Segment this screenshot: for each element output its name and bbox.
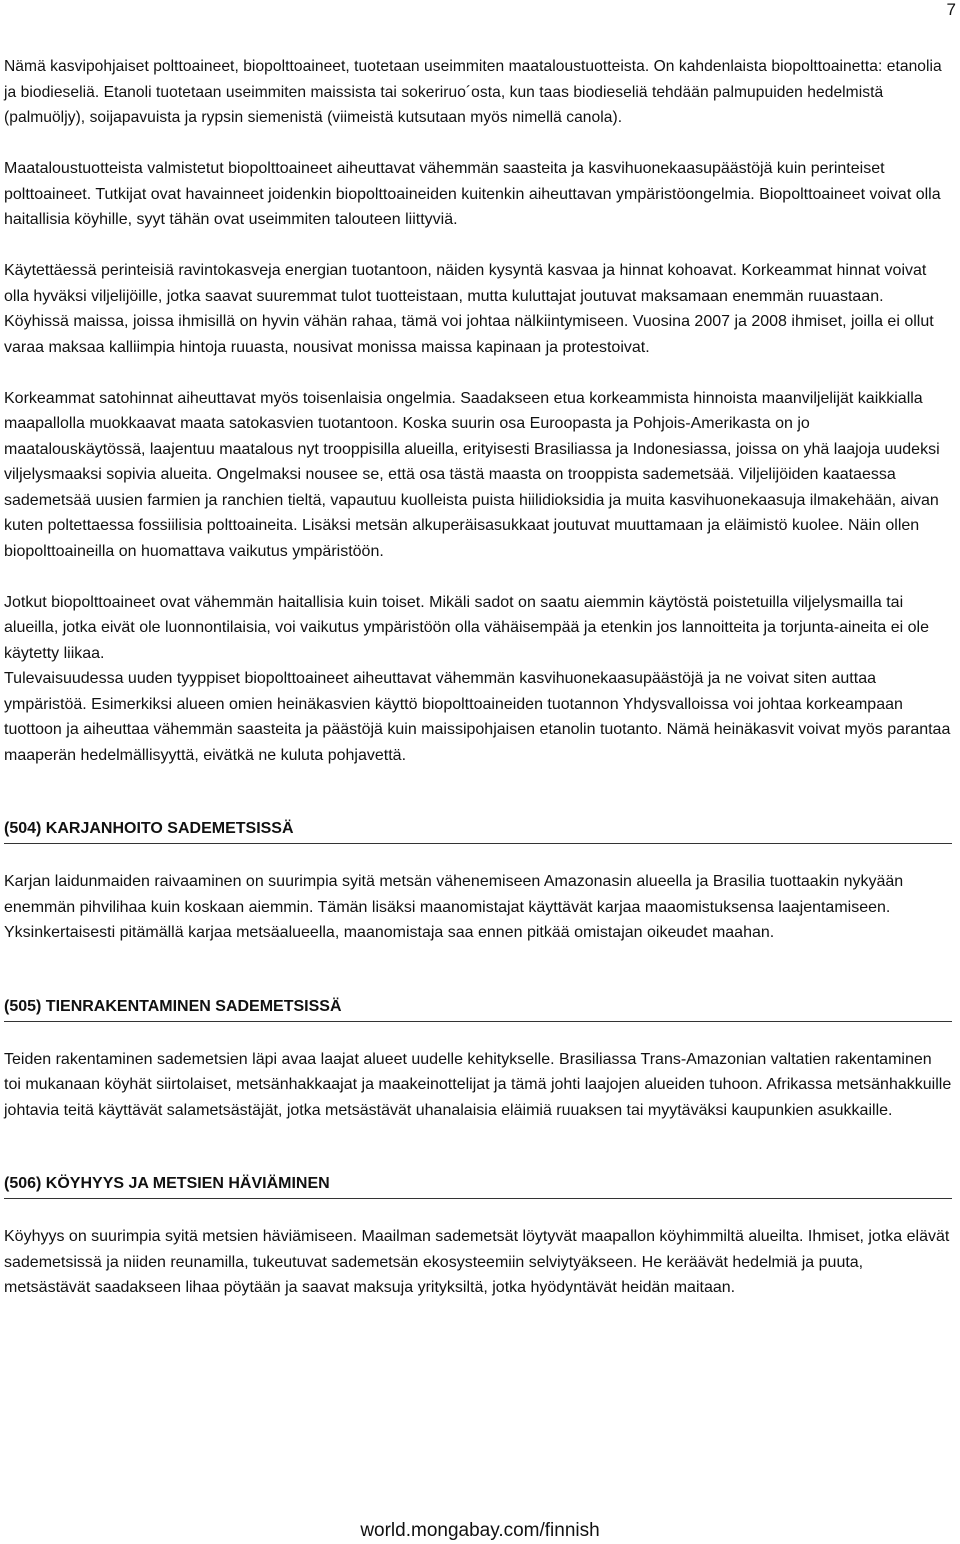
section-text-504: Karjan laidunmaiden raivaaminen on suurimpia syitä metsän vähenemiseen Amazonasin alueella ja Brasilia tuottaakin nykyään enemmän pihvilihaa kuin koskaan aiemmin. Tämän lisäksi maanomistajat käyttävät karjaa maaomistuksensa laajentamiseen. Yksinkertaisesti pitämällä karjaa metsäalueella, maanomistaja saa ennen pitkää omistajan oikeudet maahan. (4, 873, 904, 941)
section-text-506: Köyhyys on suurimpia syitä metsien häviämiseen. Maailman sademetsät löytyvät maapallon köyhimmiltä alueilta. Ihmiset, jotka elävät sademetsissä ja niiden reunamilla, tukeutuvat sademetsän ekosysteemiin selviytyäkseen. He keräävät hedelmiä ja puuta, metsästävät saadakseen lihaa pöytään ja saavat maksuja yrityksiltä, jotka hyödyntävät heidän maitaan. (4, 1228, 950, 1296)
section-text-505: Teiden rakentaminen sademetsien läpi avaa laajat alueet uudelle kehitykselle. Brasiliassa Trans-Amazonian valtatien rakentaminen toi mukanaan köyhät siirtolaiset, metsänhakkaajat ja maakeinottelijat ja tämä johti laajojen alueiden tuhoon. Afrikassa metsänhakkuille johtavia teitä käyttävät salametsästäjät, jotka metsästävät uhanalaisia eläimiä ruuaksen tai myytäväksi kaupunkien asukkaille. (4, 1050, 952, 1119)
paragraph-food-prices: Käytettäessä perinteisiä ravintokasveja energian tuotantoon, näiden kysyntä kasvaa ja hinnat kohoavat. Korkeammat hinnat voivat olla hyväksi viljelijöille, jotka saavat suuremmat tulot tuotteistaan, mutta kuluttajat joutuvat maksamaan enemmän ruuastaan. Köyhissä maissa, joissa ihmisillä on hyvin vähän rahaa, tämä voi johtaa nälkiintymiseen. Vuosina 2007 ja 2008 ihmiset, joilla ei ollut varaa maksaa kalliimpia hintoja ruuasta, nousivat monissa maissa kapinaan ja protestoivat. (4, 262, 934, 356)
footer-url: world.mongabay.com/finnish (360, 1520, 600, 1541)
paragraph-biofuels-intro: Nämä kasvipohjaiset polttoaineet, biopolttoaineet, tuotetaan useimmiten maataloustuotteista. On kahdenlaista biopolttoainetta: etanolia ja biodieseliä. Etanoli tuotetaan useimmiten maissista tai sokeriruo´osta, kun taas biodieseliä tehdään palmupuiden hedelmistä (palmuöljy), soijapavuista ja rypsin siemenistä (viimeistä kutsutaan myös nimellä canola). (4, 58, 942, 126)
document-body (4, 54, 952, 1301)
section-heading-504: (504) KARJANHOITO SADEMETSISSÄ (4, 817, 952, 844)
paragraph-future-biofuels: Tulevaisuudessa uuden tyyppiset biopolttoaineet aiheuttavat vähemmän kasvihuonekaasupäästöjä ja ne voivat siten auttaa ympäristöä. Esimerkiksi alueen omien heinäkasvien käyttö biopolttoaineiden tuotannon Yhdysvalloissa voi johtaa korkeampaan tuottoon ja aiheuttaa vähemmän saasteita ja päästöjä kuin maissipohjaisen etanolin tuotanto. Nämä heinäkasvit voivat myös parantaa maaperän hedelmällisyyttä, eivätkä ne kuluta pohjavettä. (4, 670, 951, 764)
paragraph-less-harmful: Jotkut biopolttoaineet ovat vähemmän haitallisia kuin toiset. Mikäli sadot on saatu aiemmin käytöstä poistetuilla viljelysmailla tai alueilla, jotka eivät ole luonnontilaisia, voi vaikutus ympäristöön olla vähäisempää ja etenkin jos lannoitteita ja torjunta-aineita ei ole käytetty liikaa. (4, 593, 929, 662)
section-heading-506: (506) KÖYHYYS JA METSIEN HÄVIÄMINEN (4, 1172, 952, 1199)
section-heading-505: (505) TIENRAKENTAMINEN SADEMETSISSÄ (4, 995, 952, 1022)
page-number: 7 (946, 0, 956, 19)
paragraph-biofuels-emissions: Maataloustuotteista valmistetut biopolttoaineet aiheuttavat vähemmän saasteita ja kasvihuonekaasupäästöjä kuin perinteiset polttoaineet. Tutkijat ovat havainneet joidenkin biopolttoaineiden kuitenkin aiheuttavan ympäristöongelmia. Biopolttoaineet voivat olla haitallisia köyhille, syyt tähän ovat useimmiten talouteen liittyviä. (4, 160, 941, 228)
paragraph-crop-prices: Korkeammat satohinnat aiheuttavat myös toisenlaisia ongelmia. Saadakseen etua korkeammista hinnoista maanviljelijät kaikkialla maapallolla muokkaavat maata satokasvien tuotantoon. Koska suurin osa Euroopasta ja Pohjois-Amerikasta on jo maatalouskäytössä, laajentuu maatalous nyt trooppisilla alueilla, erityisesti Brasiliassa ja Indonesiassa, joissa on yhä laajoja uudeksi viljelysmaaksi sopivia alueita. Ongelmaksi nousee se, että osa tästä maasta on trooppista sademetsää. Viljelijöiden kaataessa sademetsää uusien farmien ja ranchien tieltä, vapautuu kuolleista puista hiilidioksidia ja muita kasvihuonekaasuja ilmakehään, aivan kuten poltettaessa fossiilisia polttoaineita. Lisäksi metsän alkuperäisasukkaat joutuvat muuttamaan ja eläimistö kuolee. Näin ollen biopolttoaineilla on huomattava vaikutus ympäristöön. (4, 389, 940, 560)
